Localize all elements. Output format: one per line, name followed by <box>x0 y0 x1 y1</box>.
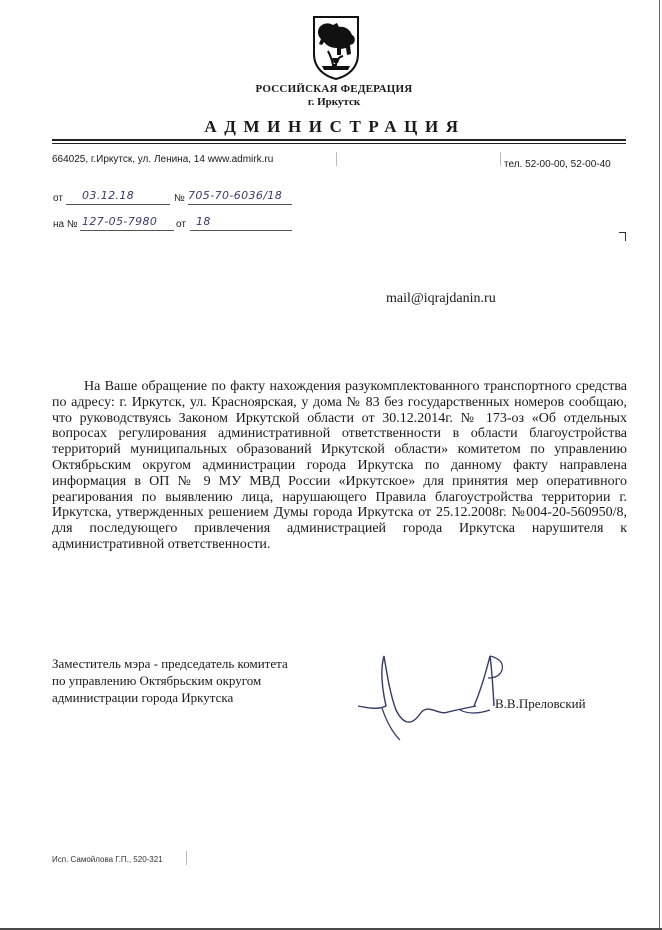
reg-reply-date-line <box>190 230 292 231</box>
reg-number-handwritten: 705-70-6036/18 <box>188 189 283 202</box>
signatory-position-line: Заместитель мэра - председатель комитета <box>52 656 288 671</box>
reg-reply-number-handwritten: 127-05-7980 <box>82 215 158 228</box>
signatory-position-line: по управлению Октябрьским округом <box>52 673 262 688</box>
reg-reply-number-line <box>80 230 174 231</box>
city-name: г. Иркутск <box>307 96 361 108</box>
recipient-email: mail@iqrajdanin.ru <box>386 291 496 306</box>
executor-separator <box>186 851 187 865</box>
header-divider <box>52 139 626 141</box>
phone-separator <box>500 152 501 166</box>
address-corner-mark <box>619 232 626 241</box>
reg-number-label: № <box>174 193 185 204</box>
reg-from-label: от <box>53 193 63 204</box>
country-name: РОССИЙСКАЯ ФЕДЕРАЦИЯ <box>255 83 413 95</box>
letter-body: На Ваше обращение по факту нахождения разукомплектованного транспортного средства по адресу: г. Иркутск, ул. Красноярская, у дома № 83 без государственных номеров сообщаю, что руководствуясь Законом Иркутской области от 30.12.2014г. № 173-оз «Об отдельных вопросах регулирования административной ответственности в области благоустройства территорий муниципальных образований Иркутской области» комитетом по управлению Октябрьским округом администрации города Иркутска по данному факту направлена информация в ОП № 9 МУ МВД России «Иркутское» для принятия мер оперативного реагирования по выявлению лица, нарушающего Правила благоустройства территории г. Иркутска, утвержденных решением Думы города Иркутска от 25.12.2008г. №004-20-560950/8, для последующего привлечения администрацией города Иркутска нарушителя к административной ответственности. <box>52 379 627 552</box>
address-separator <box>336 152 337 166</box>
signatory-position-line: администрации города Иркутска <box>52 690 234 705</box>
page-edge-right <box>659 0 660 930</box>
reg-reply-date-handwritten: 18 <box>196 215 211 228</box>
reg-date-line <box>66 204 170 205</box>
signatory-position <box>52 655 288 706</box>
organization-address: 664025, г.Иркутск, ул. Ленина, 14 www.admirk.ru <box>52 154 274 165</box>
reg-date-handwritten: 03.12.18 <box>82 189 135 202</box>
reg-number-line <box>188 204 292 205</box>
reg-reply-label: на № <box>53 219 78 230</box>
header-divider-thin <box>52 143 626 144</box>
organization-phone: тел. 52-00-00, 52-00-40 <box>504 159 611 170</box>
organization-title: АДМИНИСТРАЦИЯ <box>204 117 466 136</box>
executor-info: Исп. Самойлова Г.П., 520-321 <box>52 855 163 864</box>
signatory-name: В.В.Преловский <box>495 696 586 711</box>
reg-reply-from-label: от <box>176 219 186 230</box>
irkutsk-coat-of-arms-icon <box>310 14 362 80</box>
handwritten-signature <box>356 648 516 744</box>
